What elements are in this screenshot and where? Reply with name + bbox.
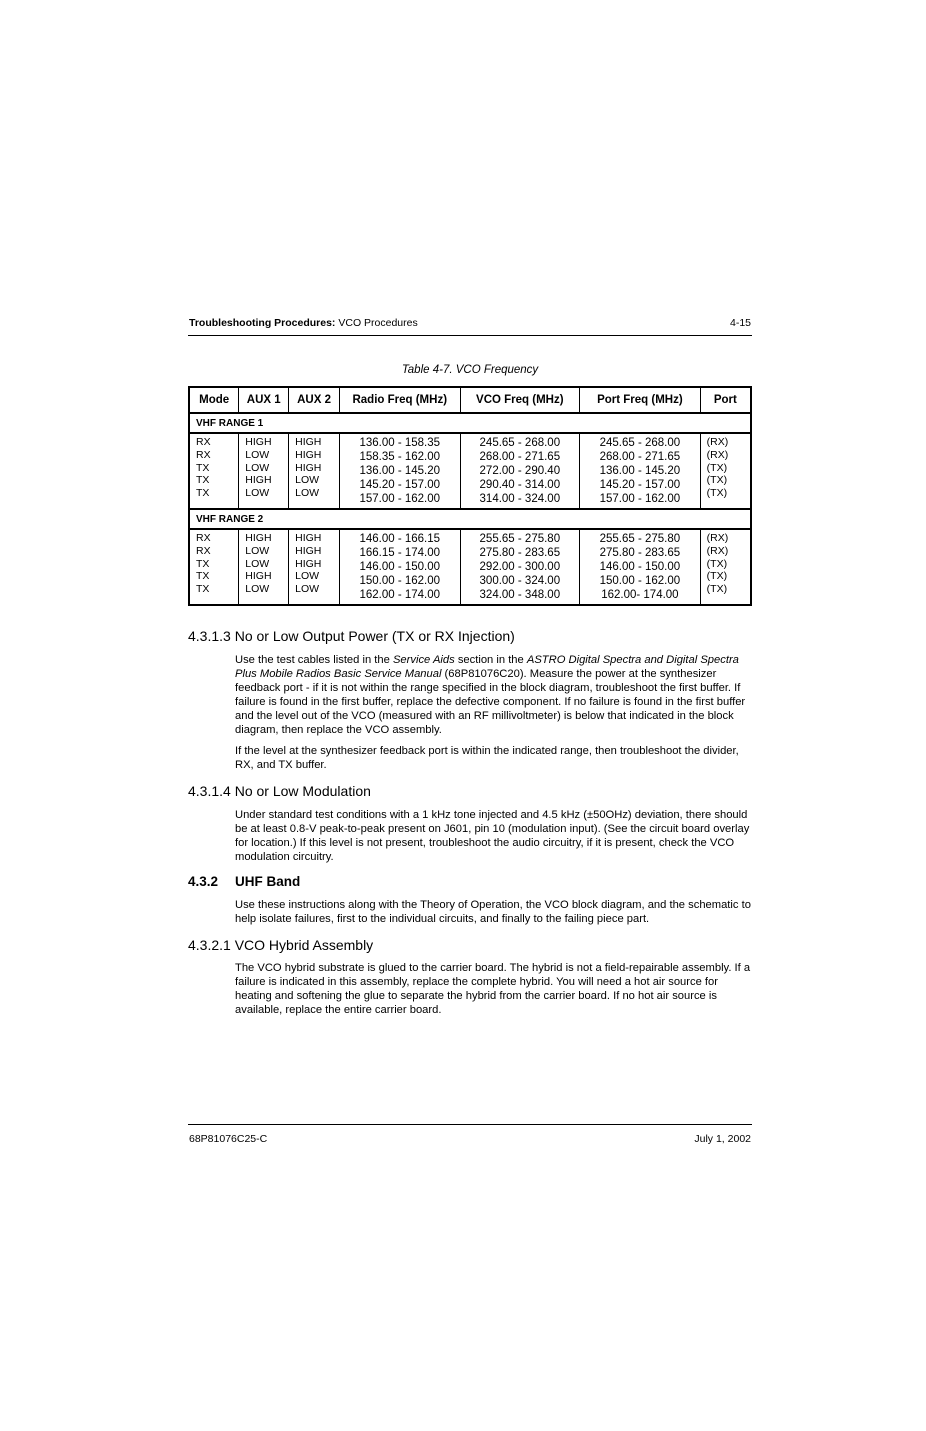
table-row (189, 433, 751, 509)
section-title: UHF Band (235, 874, 301, 889)
section-4313-paragraph-2: If the level at the synthesizer feedback port is within the indicated range, then troubleshoot the divider, RX, and TX buffer. (235, 745, 739, 771)
cell-value: LOW (245, 583, 270, 596)
section-4321-paragraph-1: The VCO hybrid substrate is glued to the carrier board. The hybrid is not a field-repairable assembly. If a failure is indicated in this assembly, replace the complete hybrid. You will need a hot air source for heating and softening the glue to separate the hybrid from the carrier board. If no hot air source is available, replace the entire carrier board. (235, 962, 751, 1016)
table-row (189, 529, 751, 605)
radio-freq-cell (339, 433, 460, 509)
cell-value: RX (196, 448, 211, 461)
cell-value: HIGH (295, 448, 322, 461)
cell-value: RX (196, 532, 211, 544)
vco-freq-cell (460, 433, 580, 509)
cell-value: 157.00 - 162.00 (599, 493, 681, 505)
cell-value: 245.65 - 268.00 (479, 437, 561, 449)
column-header: AUX 2 (289, 387, 340, 413)
cell-value: 162.00- 174.00 (601, 589, 679, 601)
cell-value: 268.00 - 271.65 (599, 451, 681, 463)
section-heading-432 (188, 874, 300, 889)
cell-value: HIGH (295, 532, 322, 544)
cell-value: 146.00 - 166.15 (359, 533, 441, 545)
range-header-row (189, 509, 751, 529)
text-run: (68P81076C20). Measure the power at the synthesizer feedback port - if it is not within the range specified in the block diagram, troubleshoot the first buffer. If failure is found in the first buffer, replace the defective component. If no failure is found in the first buffer and the level out of the VCO (measured with an RF millivoltmeter) is below that indicated in the block diagram, then replace the VCO assembly. (235, 668, 746, 736)
cell-value: TX (196, 461, 210, 474)
cell-value: 145.20 - 157.00 (599, 479, 681, 491)
footer-doc-number: 68P81076C25-C (189, 1133, 268, 1145)
cell-value: 314.00 - 324.00 (479, 493, 561, 505)
cell-value: (TX) (706, 570, 728, 583)
radio-freq-cell (339, 529, 460, 605)
section-432-paragraph-1: Use these instructions along with the Theory of Operation, the VCO block diagram, and the schematic to help isolate failures, first to the individual circuits, and finally to the failing piece part. (235, 899, 751, 925)
cell-value: HIGH (245, 474, 272, 487)
range-header-row (189, 413, 751, 433)
cell-value: 136.00 - 145.20 (599, 465, 681, 477)
column-header: Radio Freq (MHz) (339, 387, 460, 413)
column-header: Mode (189, 387, 239, 413)
cell-value: (TX) (706, 487, 728, 500)
port-freq-cell (580, 433, 701, 509)
cell-value: HIGH (295, 557, 322, 570)
mode-cell (189, 529, 239, 605)
cell-value: 324.00 - 348.00 (479, 589, 561, 601)
text-run: Use the test cables listed in the (235, 654, 393, 666)
column-header: VCO Freq (MHz) (460, 387, 580, 413)
section-4314-paragraph-1: Under standard test conditions with a 1 kHz tone injected and 4.5 kHz (±50OHz) deviation, there should be at least 0.8-V peak-to-peak present on J601, pin 10 (modulation input). (See the circuit board overlay for location.) If this level is not present, troubleshoot the audio circuitry, if it is present, check the VCO modulation circuitry. (235, 809, 750, 863)
aux2-cell (289, 433, 340, 509)
header-section-rest: VCO Procedures (335, 317, 418, 329)
cell-value: 255.65 - 275.80 (599, 533, 681, 545)
range-label: VHF RANGE 2 (189, 509, 751, 529)
cell-value: 145.20 - 157.00 (359, 479, 441, 491)
cell-value: LOW (245, 544, 270, 557)
cell-value: 146.00 - 150.00 (599, 561, 681, 573)
cell-value: 136.00 - 158.35 (359, 437, 441, 449)
port-cell (700, 433, 751, 509)
cell-value: HIGH (295, 461, 322, 474)
aux2-cell (289, 529, 340, 605)
port-cell (700, 529, 751, 605)
section-heading-4314: 4.3.1.4 No or Low Modulation (188, 783, 371, 799)
cell-value: (TX) (706, 583, 728, 596)
cell-value: LOW (295, 487, 320, 500)
section-heading-4313: 4.3.1.3 No or Low Output Power (TX or RX Injection) (188, 628, 515, 644)
section-heading-4321: 4.3.2.1 VCO Hybrid Assembly (188, 937, 374, 953)
cell-value: (TX) (706, 557, 728, 570)
column-header: Port (700, 387, 751, 413)
cell-value: HIGH (295, 544, 322, 557)
cell-value: TX (196, 557, 210, 570)
cell-value: 290.40 - 314.00 (479, 479, 561, 491)
vco-frequency-table (188, 386, 752, 606)
table-header-row (189, 387, 751, 413)
cell-value: LOW (245, 461, 270, 474)
cell-value: 300.00 - 324.00 (479, 575, 561, 587)
cell-value: HIGH (245, 436, 272, 448)
vco-freq-cell (460, 529, 580, 605)
header-rule (188, 335, 752, 336)
header-section-bold: Troubleshooting Procedures: (189, 317, 336, 329)
page-header (188, 316, 752, 336)
footer-date: July 1, 2002 (694, 1133, 751, 1145)
cell-value: (RX) (706, 448, 729, 461)
header-page-number: 4-15 (729, 317, 751, 329)
text-run-italic: Service Aids (392, 654, 455, 666)
column-header: AUX 1 (239, 387, 289, 413)
aux1-cell (239, 433, 289, 509)
cell-value: (TX) (706, 474, 728, 487)
cell-value: (RX) (706, 532, 729, 544)
cell-value: 268.00 - 271.65 (479, 451, 561, 463)
cell-value: RX (196, 544, 211, 557)
cell-value: 166.15 - 174.00 (359, 547, 441, 559)
cell-value: 158.35 - 162.00 (359, 451, 441, 463)
header-section-title (189, 317, 418, 329)
section-number: 4.3.2 (188, 874, 219, 889)
cell-value: LOW (245, 487, 270, 500)
cell-value: TX (196, 487, 210, 500)
cell-value: (RX) (706, 544, 729, 557)
cell-value: LOW (295, 583, 320, 596)
text-run: section in the (454, 654, 527, 666)
cell-value: (RX) (706, 436, 729, 448)
cell-value: 157.00 - 162.00 (359, 493, 441, 505)
cell-value: 245.65 - 268.00 (599, 437, 681, 449)
cell-value: 272.00 - 290.40 (479, 465, 561, 477)
cell-value: 292.00 - 300.00 (479, 561, 561, 573)
cell-value: LOW (245, 557, 270, 570)
cell-value: 255.65 - 275.80 (479, 533, 561, 545)
mode-cell (189, 433, 239, 509)
cell-value: LOW (295, 570, 320, 583)
cell-value: 150.00 - 162.00 (359, 575, 441, 587)
aux1-cell (239, 529, 289, 605)
range-label: VHF RANGE 1 (189, 413, 751, 433)
port-freq-cell (580, 529, 701, 605)
cell-value: HIGH (245, 570, 272, 583)
cell-value: LOW (245, 448, 270, 461)
footer-rule (188, 1124, 752, 1125)
table-caption: Table 4-7. VCO Frequency (401, 364, 539, 376)
cell-value: HIGH (245, 532, 272, 544)
cell-value: (TX) (706, 461, 728, 474)
text-run-italic: ASTRO Digital Spectra and Digital Spectra Plus Mobile Radios Basic Service Manual (235, 654, 739, 680)
column-header: Port Freq (MHz) (580, 387, 701, 413)
cell-value: TX (196, 570, 210, 583)
cell-value: 275.80 - 283.65 (479, 547, 561, 559)
cell-value: LOW (295, 474, 320, 487)
cell-value: TX (196, 474, 210, 487)
cell-value: TX (196, 583, 210, 596)
cell-value: 150.00 - 162.00 (599, 575, 681, 587)
page-footer (188, 1124, 752, 1148)
cell-value: 136.00 - 145.20 (359, 465, 441, 477)
cell-value: 275.80 - 283.65 (599, 547, 681, 559)
section-4313-paragraph-1 (235, 653, 752, 737)
cell-value: RX (196, 436, 211, 448)
cell-value: 146.00 - 150.00 (359, 561, 441, 573)
cell-value: 162.00 - 174.00 (359, 589, 441, 601)
cell-value: HIGH (295, 436, 322, 448)
